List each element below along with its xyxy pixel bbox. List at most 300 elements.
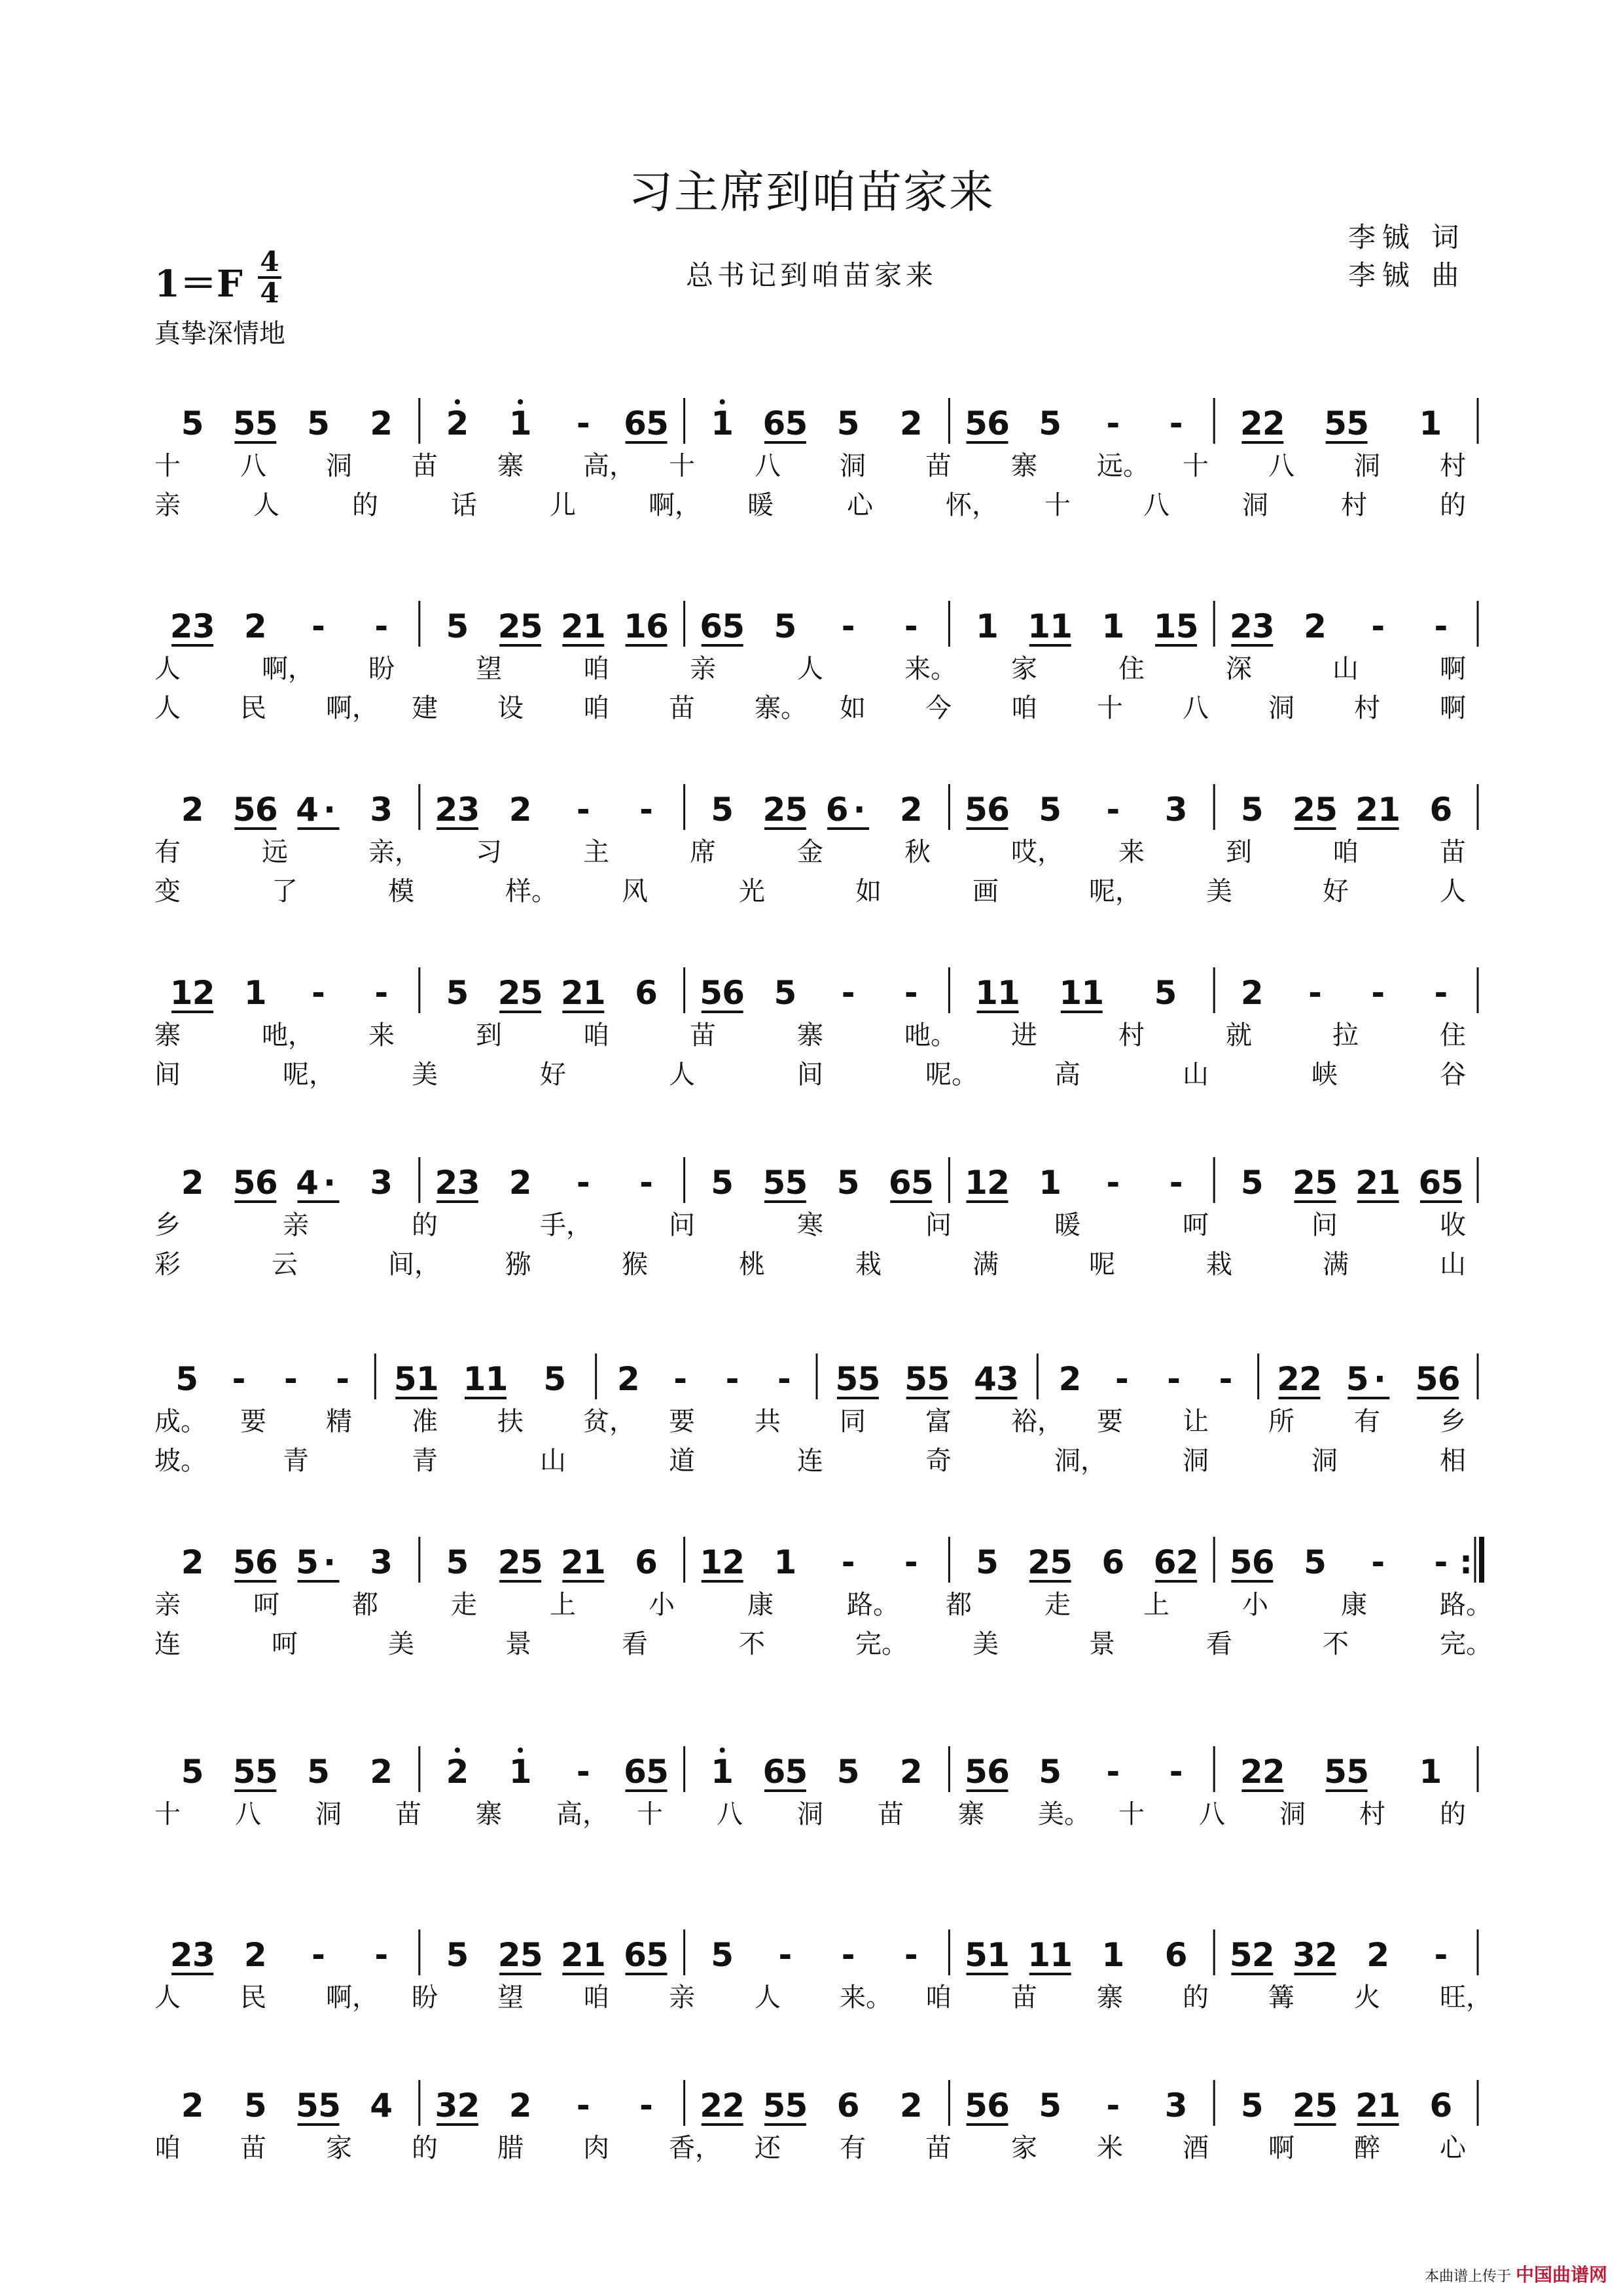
notation-svg bbox=[154, 962, 1479, 1021]
dash-mark: - bbox=[576, 1753, 590, 1791]
note: 5 bbox=[243, 2087, 267, 2125]
lyric-syllable: 成。 bbox=[154, 1407, 207, 1437]
note: 6 bbox=[836, 2087, 860, 2125]
note: 1 bbox=[624, 607, 647, 645]
lyric-syllable: 看 bbox=[1206, 1629, 1232, 1659]
note: 6 bbox=[762, 404, 786, 442]
note: 1 bbox=[1050, 1936, 1073, 1974]
note: 5 bbox=[711, 791, 734, 829]
lyric-syllable: 路。 bbox=[847, 1590, 899, 1620]
lyric-syllable: 来 bbox=[368, 1020, 395, 1050]
note: 5 bbox=[910, 1164, 934, 1202]
lyric-syllable: 到 bbox=[1226, 837, 1252, 867]
lyric-syllable: 哎， bbox=[1011, 837, 1063, 867]
note: 3 bbox=[192, 607, 215, 645]
dash-mark: - bbox=[904, 1543, 918, 1581]
note: 6 bbox=[987, 791, 1010, 829]
notation-line bbox=[154, 2075, 1479, 2130]
lyric-syllable: 苗 bbox=[412, 451, 438, 481]
lyric-syllable: 盼 bbox=[368, 654, 395, 684]
note: 1 bbox=[1153, 607, 1177, 645]
dash-mark: - bbox=[1371, 607, 1385, 645]
dash-mark: - bbox=[673, 1360, 688, 1398]
dash-mark: - bbox=[841, 607, 855, 645]
lyric-syllable: 八 bbox=[240, 451, 266, 481]
note: 2 bbox=[435, 791, 458, 829]
dash-mark: - bbox=[639, 1164, 653, 1202]
lyric-syllable: 彩 bbox=[154, 1249, 181, 1280]
lyric-syllable: 啊 bbox=[1440, 693, 1466, 723]
dash-mark: - bbox=[1371, 974, 1385, 1012]
lyric-syllable: 峡 bbox=[1311, 1060, 1338, 1090]
lyric-line bbox=[154, 445, 1479, 481]
lyric-syllable: 猕 bbox=[505, 1249, 531, 1280]
lyric-syllable: 洞 bbox=[1354, 451, 1380, 481]
note: 1 bbox=[1378, 791, 1401, 829]
note: 1 bbox=[976, 607, 999, 645]
dash-mark: - bbox=[1219, 1360, 1233, 1398]
note: 5 bbox=[1346, 1753, 1369, 1791]
note: 2 bbox=[616, 1360, 640, 1398]
lyric-syllable: 手， bbox=[540, 1210, 592, 1240]
note: 5 bbox=[711, 1164, 734, 1202]
lyric-syllable: 寨 bbox=[497, 451, 524, 481]
lyric-syllable: 来 bbox=[1118, 837, 1145, 867]
lyric-syllable: 青 bbox=[283, 1446, 309, 1476]
lyric-syllable: 啊， bbox=[326, 693, 378, 723]
notation-svg bbox=[154, 1348, 1479, 1407]
lyric-syllable: 问 bbox=[1311, 1210, 1338, 1240]
lyric-syllable: 间 bbox=[797, 1060, 823, 1090]
dash-mark: - bbox=[1169, 1753, 1183, 1791]
lyric-syllable: 裕， bbox=[1011, 1407, 1063, 1437]
notation-line bbox=[154, 1532, 1479, 1587]
song-subtitle: 总书记到咱苗家来 bbox=[685, 259, 937, 291]
notation-svg bbox=[154, 1152, 1479, 1211]
lyric-syllable: 寨 bbox=[1097, 1982, 1123, 2013]
note: 6 bbox=[722, 974, 745, 1012]
note: 1 bbox=[1059, 974, 1082, 1012]
note: 5 bbox=[774, 974, 797, 1012]
lyric-line bbox=[154, 687, 1479, 723]
octave-dot bbox=[455, 399, 460, 404]
lyric-syllable: 风 bbox=[622, 876, 648, 906]
dash-mark: - bbox=[1106, 2087, 1120, 2125]
dot-mark: · bbox=[1373, 1360, 1386, 1398]
lyric-syllable: 变 bbox=[154, 876, 181, 906]
note: 2 bbox=[508, 1164, 532, 1202]
lyric-syllable: 亲 bbox=[154, 1590, 181, 1620]
note: 6 bbox=[624, 1936, 647, 1974]
note: 2 bbox=[1355, 2087, 1379, 2125]
dash-mark: - bbox=[1169, 1164, 1183, 1202]
lyric-syllable: 主 bbox=[583, 837, 609, 867]
notation-svg bbox=[154, 779, 1479, 838]
note: 5 bbox=[785, 2087, 808, 2125]
notation-svg bbox=[154, 393, 1479, 452]
lyric-syllable: 啊， bbox=[326, 1982, 378, 2013]
lyric-syllable: 山 bbox=[540, 1446, 566, 1476]
lyric-syllable: 深 bbox=[1226, 654, 1252, 684]
note: 2 bbox=[1262, 1753, 1285, 1791]
lyric-syllable: 云 bbox=[272, 1249, 298, 1280]
lyric-syllable: 高 bbox=[1054, 1060, 1080, 1090]
note: 5 bbox=[520, 1543, 543, 1581]
note: 5 bbox=[307, 404, 330, 442]
lyric-syllable: 洞 bbox=[797, 1799, 823, 1829]
lyric-syllable: 村 bbox=[1440, 451, 1466, 481]
lyric-syllable: 有 bbox=[154, 837, 181, 867]
dot-mark: · bbox=[323, 1543, 336, 1581]
lyric-line bbox=[154, 1584, 1492, 1620]
lyric-syllable: 八 bbox=[235, 1799, 261, 1829]
lyric-syllable: 寨 bbox=[797, 1020, 823, 1050]
note: 5 bbox=[232, 404, 256, 442]
note: 5 bbox=[927, 1360, 950, 1398]
lyric-syllable: 十 bbox=[154, 1799, 181, 1829]
lyric-syllable: 苗 bbox=[395, 1799, 421, 1829]
lyric-syllable: 八 bbox=[1268, 451, 1294, 481]
lyric-syllable: 洞 bbox=[1268, 693, 1294, 723]
note: 5 bbox=[1315, 1164, 1338, 1202]
lyric-syllable: 呵 bbox=[253, 1590, 279, 1620]
note: 6 bbox=[1429, 791, 1453, 829]
lyric-syllable: 完。 bbox=[1440, 1629, 1492, 1659]
composer-credit: 李铖 曲 bbox=[1348, 259, 1466, 291]
note: 1 bbox=[508, 404, 532, 442]
octave-dot bbox=[518, 399, 523, 404]
note: 1 bbox=[243, 974, 267, 1012]
lyric-syllable: 呢， bbox=[1089, 876, 1141, 906]
note: 4 bbox=[974, 1360, 997, 1398]
dash-mark: - bbox=[312, 974, 325, 1012]
lyric-syllable: 啊， bbox=[262, 654, 314, 684]
lyric-syllable: 都 bbox=[352, 1590, 378, 1620]
lyric-syllable: 寨 bbox=[154, 1020, 181, 1050]
note: 2 bbox=[1175, 1543, 1199, 1581]
note: 1 bbox=[774, 1543, 797, 1581]
lyric-syllable: 火 bbox=[1354, 1982, 1380, 2013]
note: 5 bbox=[785, 1753, 808, 1791]
note: 5 bbox=[785, 791, 808, 829]
lyric-syllable: 不 bbox=[739, 1629, 765, 1659]
note: 5 bbox=[446, 1936, 469, 1974]
lyric-syllable: 亲 bbox=[690, 654, 716, 684]
note: 2 bbox=[243, 607, 267, 645]
lyric-syllable: 远 bbox=[262, 837, 288, 867]
lyric-syllable: 美 bbox=[388, 1629, 414, 1659]
lyric-syllable: 间 bbox=[154, 1060, 181, 1090]
note: 5 bbox=[785, 404, 808, 442]
dash-mark: - bbox=[1434, 1543, 1448, 1581]
note: 1 bbox=[700, 1543, 723, 1581]
lyric-syllable: 今 bbox=[925, 693, 952, 723]
note: 6 bbox=[1164, 1936, 1188, 1974]
note: 2 bbox=[435, 1164, 458, 1202]
lyric-syllable: 苗 bbox=[669, 693, 695, 723]
dash-mark: - bbox=[904, 1936, 918, 1974]
note: 5 bbox=[1175, 607, 1199, 645]
note: 5 bbox=[835, 1360, 859, 1398]
note: 1 bbox=[485, 1360, 508, 1398]
lyric-syllable: 连 bbox=[797, 1446, 823, 1476]
dash-mark: - bbox=[576, 404, 590, 442]
lyric-syllable: 洞 bbox=[326, 451, 352, 481]
lyric-syllable: 咱 bbox=[1011, 693, 1037, 723]
note: 3 bbox=[1164, 791, 1188, 829]
note: 2 bbox=[497, 607, 521, 645]
note: 5 bbox=[232, 1543, 256, 1581]
lyric-syllable: 寨。 bbox=[755, 693, 807, 723]
lyric-syllable: 话 bbox=[451, 490, 477, 520]
lyric-syllable: 画 bbox=[972, 876, 999, 906]
note: 2 bbox=[899, 404, 923, 442]
note: 4 bbox=[296, 1164, 319, 1202]
lyric-syllable: 秋 bbox=[904, 837, 931, 867]
lyric-line bbox=[154, 1204, 1479, 1240]
note: 5 bbox=[1304, 1543, 1327, 1581]
lyric-syllable: 问 bbox=[925, 1210, 952, 1240]
note: 5 bbox=[774, 607, 797, 645]
notation-line bbox=[154, 962, 1479, 1017]
lyric-syllable: 的 bbox=[412, 1210, 438, 1240]
lyric-syllable: 小 bbox=[649, 1590, 675, 1620]
note: 2 bbox=[497, 1543, 521, 1581]
note: 1 bbox=[582, 1543, 606, 1581]
lyric-syllable: 苗 bbox=[925, 2133, 952, 2163]
octave-dot bbox=[720, 1748, 725, 1753]
note: 6 bbox=[987, 404, 1010, 442]
octave-dot bbox=[720, 399, 725, 404]
note: 5 bbox=[175, 1360, 199, 1398]
dash-mark: - bbox=[1308, 974, 1322, 1012]
note: 5 bbox=[1039, 791, 1062, 829]
lyric-syllable: 酒 bbox=[1183, 2133, 1209, 2163]
note: 2 bbox=[560, 1936, 584, 1974]
note: 1 bbox=[416, 1360, 439, 1398]
lyricist-credit: 李铖 词 bbox=[1348, 221, 1466, 253]
time-signature bbox=[257, 247, 283, 308]
dash-mark: - bbox=[841, 1936, 855, 1974]
lyric-syllable: 醉 bbox=[1354, 2133, 1380, 2163]
note: 2 bbox=[1355, 791, 1379, 829]
note: 2 bbox=[508, 2087, 532, 2125]
note: 6 bbox=[762, 1753, 786, 1791]
lyric-syllable: 谷 bbox=[1440, 1060, 1466, 1090]
note: 6 bbox=[624, 404, 647, 442]
lyric-syllable: 望 bbox=[497, 1982, 524, 2013]
lyric-syllable: 住 bbox=[1440, 1020, 1466, 1050]
notation-line bbox=[154, 1741, 1479, 1796]
note: 5 bbox=[520, 974, 543, 1012]
lyric-syllable: 十 bbox=[669, 451, 695, 481]
note: 5 bbox=[543, 1360, 567, 1398]
lyric-syllable: 要 bbox=[240, 1407, 266, 1437]
lyric-syllable: 看 bbox=[622, 1629, 648, 1659]
lyric-syllable: 苗 bbox=[1440, 837, 1466, 867]
time-signature-bottom: 4 bbox=[260, 277, 279, 309]
dash-mark: - bbox=[374, 1936, 389, 1974]
note: 5 bbox=[255, 1753, 278, 1791]
note: 2 bbox=[370, 404, 393, 442]
note: 1 bbox=[169, 974, 193, 1012]
note: 5 bbox=[762, 1164, 786, 1202]
note: 6 bbox=[1101, 1543, 1125, 1581]
lyric-syllable: 的 bbox=[352, 490, 378, 520]
lyric-syllable: 席 bbox=[690, 837, 716, 867]
note: 5 bbox=[646, 1753, 669, 1791]
dash-mark: - bbox=[283, 1360, 298, 1398]
lyric-syllable: 亲 bbox=[154, 490, 181, 520]
note: 5 bbox=[836, 1753, 860, 1791]
dash-mark: - bbox=[576, 2087, 590, 2125]
dash-mark: - bbox=[778, 1936, 793, 1974]
lyric-line bbox=[154, 1401, 1479, 1437]
octave-dot bbox=[518, 1748, 523, 1753]
note: 5 bbox=[1240, 2087, 1264, 2125]
lyric-syllable: 山 bbox=[1183, 1060, 1209, 1090]
note: 6 bbox=[646, 607, 669, 645]
lyric-syllable: 咱 bbox=[583, 1020, 609, 1050]
note: 5 bbox=[857, 1360, 881, 1398]
dash-mark: - bbox=[312, 1936, 325, 1974]
note: 2 bbox=[446, 1753, 469, 1791]
note: 5 bbox=[965, 1753, 988, 1791]
note: 3 bbox=[370, 1164, 393, 1202]
lyric-syllable: 八 bbox=[1143, 490, 1169, 520]
note: 2 bbox=[169, 1936, 193, 1974]
lyric-syllable: 寨 bbox=[476, 1799, 502, 1829]
dash-mark: - bbox=[639, 791, 653, 829]
note: 2 bbox=[560, 1543, 584, 1581]
note: 2 bbox=[497, 1936, 521, 1974]
note: 1 bbox=[1101, 607, 1125, 645]
lyric-syllable: 苗 bbox=[878, 1799, 904, 1829]
note: 2 bbox=[1240, 1753, 1263, 1791]
lyric-line bbox=[154, 1440, 1479, 1476]
note: 1 bbox=[582, 1936, 606, 1974]
note: 5 bbox=[1315, 2087, 1338, 2125]
lyric-syllable: 十 bbox=[1097, 693, 1123, 723]
lyric-syllable: 咱 bbox=[925, 1982, 952, 2013]
lyric-syllable: 康 bbox=[747, 1590, 774, 1620]
note: 2 bbox=[1229, 607, 1253, 645]
lyric-line bbox=[154, 1623, 1492, 1659]
note: 5 bbox=[1240, 791, 1264, 829]
lyric-syllable: 如 bbox=[840, 693, 866, 723]
lyric-syllable: 苗 bbox=[1011, 1982, 1037, 2013]
note: 5 bbox=[1240, 1164, 1264, 1202]
note: 5 bbox=[965, 1936, 988, 1974]
lyric-syllable: 村 bbox=[1354, 693, 1380, 723]
notation-line bbox=[154, 779, 1479, 834]
note: 3 bbox=[996, 1360, 1019, 1398]
note: 1 bbox=[711, 404, 734, 442]
lyric-syllable: 景 bbox=[1089, 1629, 1115, 1659]
note: 3 bbox=[457, 791, 480, 829]
lyric-syllable: 人 bbox=[154, 654, 181, 684]
lyric-syllable: 要 bbox=[669, 1407, 695, 1437]
note: 5 bbox=[393, 1360, 417, 1398]
dash-mark: - bbox=[374, 607, 389, 645]
note: 1 bbox=[582, 974, 606, 1012]
lyric-syllable: 洞 bbox=[1242, 490, 1268, 520]
dash-mark: - bbox=[904, 974, 918, 1012]
note: 5 bbox=[711, 1936, 734, 1974]
lyric-syllable: 猴 bbox=[622, 1249, 648, 1280]
lyric-syllable: 村 bbox=[1359, 1799, 1385, 1829]
note: 5 bbox=[446, 607, 469, 645]
lyric-syllable: 精 bbox=[326, 1407, 352, 1437]
lyric-syllable: 村 bbox=[1341, 490, 1367, 520]
tempo-marking: 真挚深情地 bbox=[154, 319, 285, 349]
note: 2 bbox=[762, 791, 786, 829]
lyric-syllable: 景 bbox=[505, 1629, 531, 1659]
note: 1 bbox=[1081, 974, 1105, 1012]
lyric-syllable: 来。 bbox=[840, 1982, 892, 2013]
lyric-syllable: 共 bbox=[755, 1407, 781, 1437]
note: 3 bbox=[457, 1164, 480, 1202]
note: 5 bbox=[1324, 1753, 1347, 1791]
note: 2 bbox=[700, 2087, 723, 2125]
lyric-syllable: 有 bbox=[840, 2133, 866, 2163]
lyric-syllable: 盼 bbox=[412, 1982, 438, 2013]
note: 6 bbox=[1429, 2087, 1453, 2125]
lyric-syllable: 民 bbox=[240, 1982, 266, 2013]
lyric-syllable: 上 bbox=[1143, 1590, 1169, 1620]
note: 5 bbox=[700, 974, 723, 1012]
lyric-syllable: 啊 bbox=[1440, 654, 1466, 684]
note: 5 bbox=[836, 404, 860, 442]
lyric-syllable: 望 bbox=[476, 654, 502, 684]
lyric-syllable: 要 bbox=[1097, 1407, 1123, 1437]
dash-mark: - bbox=[1434, 607, 1448, 645]
dash-mark: - bbox=[841, 1543, 855, 1581]
lyric-syllable: 好 bbox=[540, 1060, 566, 1090]
repeat-sign: : bbox=[1459, 1543, 1472, 1581]
lyric-syllable: 的 bbox=[1440, 490, 1466, 520]
note: 5 bbox=[1039, 2087, 1062, 2125]
lyric-syllable: 到 bbox=[476, 1020, 502, 1050]
note: 1 bbox=[1419, 404, 1442, 442]
note: 1 bbox=[1378, 1164, 1401, 1202]
lyric-syllable: 洞 bbox=[840, 451, 866, 481]
note: 1 bbox=[1027, 1936, 1051, 1974]
notation-svg bbox=[154, 1532, 1479, 1590]
lyric-syllable: 走 bbox=[451, 1590, 477, 1620]
note: 5 bbox=[646, 1936, 669, 1974]
lyric-line bbox=[154, 831, 1479, 867]
note: 5 bbox=[1050, 1543, 1073, 1581]
lyric-line bbox=[154, 870, 1479, 906]
lyric-syllable: 小 bbox=[1242, 1590, 1268, 1620]
note: 5 bbox=[965, 404, 988, 442]
note: 5 bbox=[307, 1753, 330, 1791]
note: 6 bbox=[635, 1543, 658, 1581]
lyric-syllable: 咱 bbox=[583, 654, 609, 684]
lyric-syllable: 习 bbox=[476, 837, 502, 867]
lyric-syllable: 金 bbox=[797, 837, 823, 867]
lyric-syllable: 怀， bbox=[946, 490, 998, 520]
notation-svg bbox=[154, 2075, 1479, 2134]
note: 5 bbox=[1229, 1936, 1253, 1974]
lyric-syllable: 八 bbox=[1183, 693, 1209, 723]
lyric-syllable: 家 bbox=[1011, 2133, 1037, 2163]
note: 2 bbox=[1299, 1360, 1322, 1398]
lyric-syllable: 光 bbox=[739, 876, 765, 906]
note: 2 bbox=[899, 2087, 923, 2125]
lyric-syllable: 呢， bbox=[283, 1060, 335, 1090]
